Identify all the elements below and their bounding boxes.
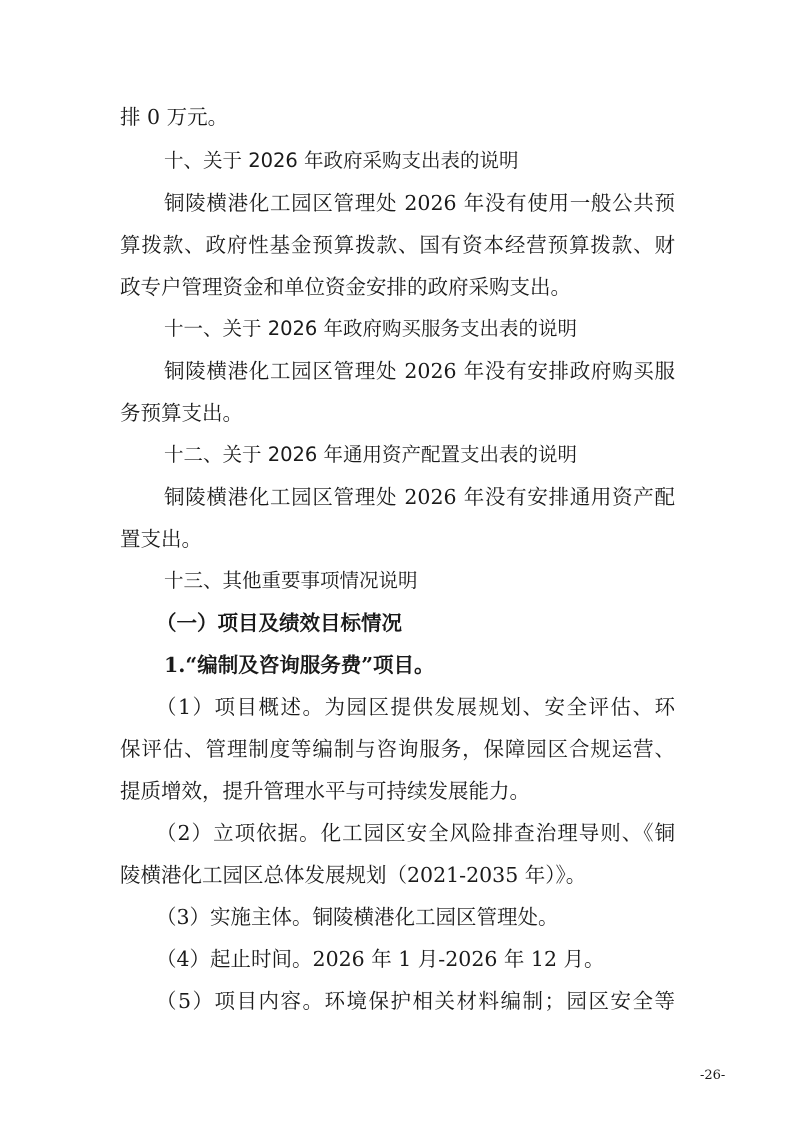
paragraph-line: 铜陵横港化工园区管理处 2026 年没有安排通用资产配 (164, 485, 675, 509)
paragraph-line: 政专户管理资金和单位资金安排的政府采购支出。 (120, 275, 571, 299)
section-heading-10: 十、关于 2026 年政府采购支出表的说明 (164, 149, 519, 172)
subsection-heading: （一）项目及绩效目标情况 (156, 611, 402, 635)
paragraph-line: （1）项目概述。为园区提供发展规划、安全评估、环 (156, 695, 675, 719)
section-heading-12: 十二、关于 2026 年通用资产配置支出表的说明 (164, 443, 578, 466)
paragraph-line: 务预算支出。 (120, 401, 243, 425)
paragraph-line: （2）立项依据。化工园区安全风险排查治理导则、《铜 (156, 821, 675, 845)
paragraph-line: 铜陵横港化工园区管理处 2026 年没有使用一般公共预 (164, 191, 675, 215)
paragraph-line: 排 0 万元。 (120, 105, 229, 129)
page-number: -26- (700, 1068, 726, 1083)
paragraph-line: 提质增效，提升管理水平与可持续发展能力。 (120, 779, 530, 803)
section-heading-13: 十三、其他重要事项情况说明 (164, 569, 418, 592)
paragraph-line: （3）实施主体。铜陵横港化工园区管理处。 (156, 905, 559, 929)
paragraph-line: 保评估、管理制度等编制与咨询服务，保障园区合规运营、 (120, 737, 675, 761)
paragraph-line: 算拨款、政府性基金预算拨款、国有资本经营预算拨款、财 (120, 233, 675, 257)
paragraph-line: 陵横港化工园区总体发展规划（2021-2035 年）》。 (120, 863, 587, 887)
project-heading: 1.“编制及咨询服务费”项目。 (164, 653, 435, 677)
paragraph-line: 铜陵横港化工园区管理处 2026 年没有安排政府购买服 (164, 359, 675, 383)
paragraph-line: （4）起止时间。2026 年 1 月-2026 年 12 月。 (156, 947, 605, 971)
paragraph-line: （5）项目内容。环境保护相关材料编制；园区安全等 (156, 989, 675, 1013)
section-heading-11: 十一、关于 2026 年政府购买服务支出表的说明 (164, 317, 578, 340)
paragraph-line: 置支出。 (120, 527, 202, 551)
